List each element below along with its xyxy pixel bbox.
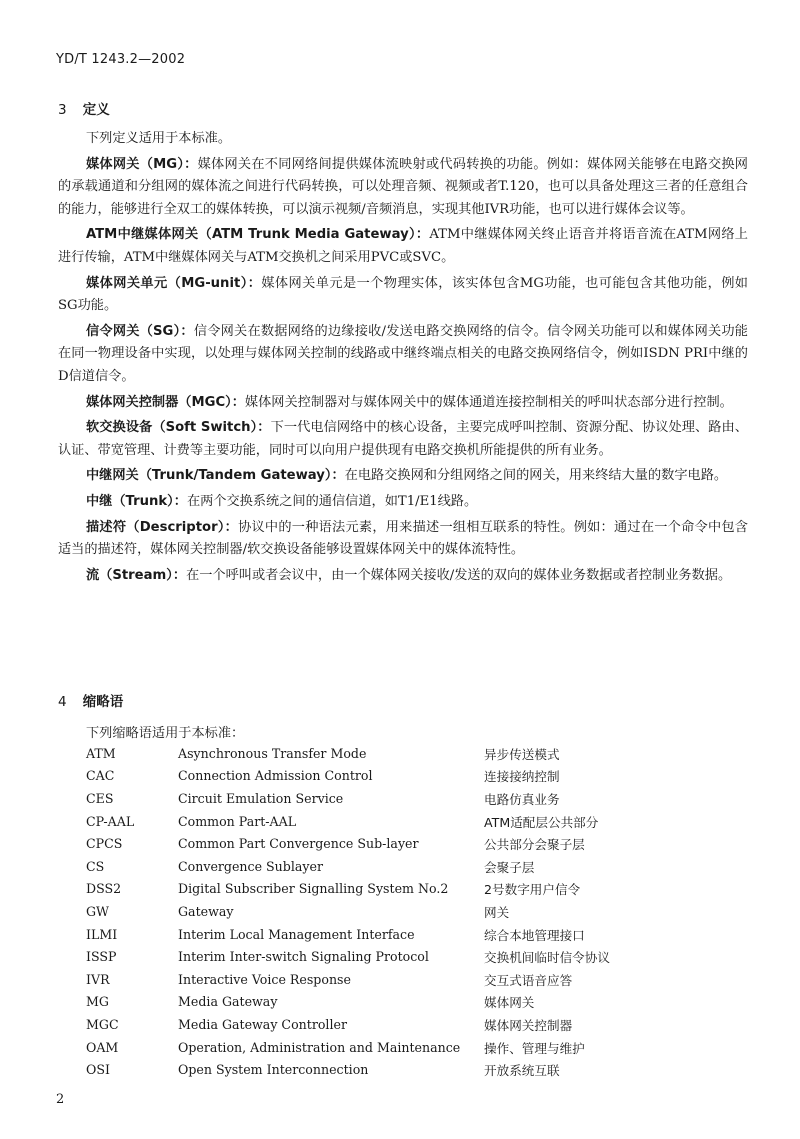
table-row xyxy=(86,968,644,991)
chinese-cell: 电路仿真业务 xyxy=(484,791,560,807)
english-cell: Gateway xyxy=(178,903,234,919)
abbreviations-table xyxy=(86,742,644,1081)
english-cell: Media Gateway Controller xyxy=(178,1016,347,1032)
table-row xyxy=(86,742,644,765)
table-row xyxy=(86,991,644,1014)
chinese-cell: 交互式语音应答 xyxy=(484,972,573,988)
definition-text: ATM中继媒体网关终止语音并将语音流在ATM网络上进行传输，ATM中继媒体网关与ATM交换机之间采用PVC或SVC。 xyxy=(58,227,748,265)
definition-text: 在电路交换网和分组网络之间的网关，用来终结大量的数字电路。 xyxy=(344,468,728,484)
english-cell: Connection Admission Control xyxy=(178,768,373,784)
definition-text: 在两个交换系统之间的通信信道，如T1/E1线路。 xyxy=(186,493,478,509)
table-row xyxy=(86,832,644,855)
english-cell: Interactive Voice Response xyxy=(178,971,351,987)
abbr-cell: GW xyxy=(86,903,110,919)
chinese-cell: ATM适配层公共部分 xyxy=(484,814,599,830)
definition-term: 媒体网关单元（MG-unit）： xyxy=(86,275,262,291)
definition-text: 媒体网关控制器对与媒体网关中的媒体通道连接控制相关的呼叫状态部分进行控制。 xyxy=(244,394,733,410)
abbr-cell: CPCS xyxy=(86,836,123,852)
table-row xyxy=(86,878,644,901)
definition-text: 协议中的一种语法元素，用来描述一组相互联系的特性。例如：通过在一个命令中包含适当的描述符，媒体网关控制器/软交换设备能够设置媒体网关中的媒体流特性。 xyxy=(58,519,748,558)
definition-term: 中继（Trunk）： xyxy=(86,493,187,509)
abbr-cell: MG xyxy=(86,994,109,1010)
english-cell: Common Part Convergence Sub-layer xyxy=(178,836,419,852)
table-row xyxy=(86,810,644,833)
abbr-cell: CES xyxy=(86,790,114,806)
definition-item xyxy=(58,465,748,488)
definition-item xyxy=(58,417,748,462)
section-4-heading xyxy=(58,690,123,710)
abbr-cell: MGC xyxy=(86,1016,119,1032)
english-cell: Digital Subscriber Signalling System No.2 xyxy=(178,881,449,897)
definition-term: 软交换设备（Soft Switch）： xyxy=(86,420,271,436)
abbr-cell: CP-AAL xyxy=(86,813,135,829)
definition-item xyxy=(58,392,748,415)
page-number: 2 xyxy=(56,1092,65,1107)
definition-term: 描述符（Descriptor）： xyxy=(86,519,239,535)
chinese-cell: 会聚子层 xyxy=(484,859,535,875)
chinese-cell: 媒体网关控制器 xyxy=(484,1017,573,1033)
chinese-cell: 开放系统互联 xyxy=(484,1063,560,1079)
section-3-heading xyxy=(58,98,110,118)
table-row xyxy=(86,923,644,946)
definition-item xyxy=(58,565,748,588)
definition-item xyxy=(58,491,748,514)
abbr-cell: CAC xyxy=(86,768,115,784)
chinese-cell: 连接接纳控制 xyxy=(484,769,560,785)
definition-term: 流（Stream）： xyxy=(86,567,187,583)
english-cell: Interim Inter-switch Signaling Protocol xyxy=(178,949,429,965)
definition-term: 中继网关（Trunk/Tandem Gateway）： xyxy=(86,468,345,484)
definition-text: 下一代电信网络中的核心设备，主要完成呼叫控制、资源分配、协议处理、路由、认证、带宽管理、计费等主要功能，同时可以向用户提供现有电路交换机所能提供的所有业务。 xyxy=(58,420,748,458)
table-row xyxy=(86,765,644,788)
chinese-cell: 交换机间临时信令协议 xyxy=(484,950,610,966)
section-3-title: 定义 xyxy=(82,102,110,118)
table-row xyxy=(86,1058,644,1081)
abbr-cell: IVR xyxy=(86,971,110,987)
chinese-cell: 2号数字用户信令 xyxy=(484,882,581,898)
definition-term: 媒体网关控制器（MGC）： xyxy=(86,394,245,410)
abbr-cell: ILMI xyxy=(86,926,118,942)
table-row xyxy=(86,900,644,923)
english-cell: Common Part-AAL xyxy=(178,813,297,829)
english-cell: Media Gateway xyxy=(178,994,278,1010)
abbr-cell: CS xyxy=(86,858,105,874)
definition-text: 信令网关在数据网络的边缘接收/发送电路交换网络的信令。信令网关功能可以和媒体网关功能在同一物理设备中实现，以处理与媒体网关控制的线路或中继终端点相关的电路交换网络信令，例如ISDN PRI中继的D信道信令。 xyxy=(58,323,748,384)
definition-term: 媒体网关（MG）： xyxy=(86,156,198,172)
definition-text: 媒体网关单元是一个物理实体，该实体包含MG功能，也可能包含其他功能，例如SG功能。 xyxy=(58,275,748,314)
english-cell: Operation, Administration and Maintenance xyxy=(178,1039,461,1055)
section-4-title: 缩略语 xyxy=(82,694,124,710)
definition-text: 媒体网关在不同网络间提供媒体流映射或代码转换的功能。例如：媒体网关能够在电路交换网的承载通道和分组网的媒体流之间进行代码转换，可以处理音频、视频或者T.120，也可以具备处理这三者的任意组合的能力，能够进行全双工的媒体转换，可以演示视频/音频消息，实现其他IVR功能，也可以进行媒体会议等。 xyxy=(58,156,748,217)
english-cell: Interim Local Management Interface xyxy=(178,926,415,942)
abbr-cell: ATM xyxy=(86,745,116,761)
section-3-number: 3 xyxy=(58,102,67,118)
chinese-cell: 公共部分会聚子层 xyxy=(484,837,585,853)
definition-item xyxy=(58,273,748,318)
standard-code-header: YD/T 1243.2—2002 xyxy=(56,52,186,67)
table-row xyxy=(86,855,644,878)
chinese-cell: 网关 xyxy=(484,904,510,920)
table-row xyxy=(86,945,644,968)
chinese-cell: 媒体网关 xyxy=(484,995,535,1011)
english-cell: Open System Interconnection xyxy=(178,1062,369,1078)
table-row xyxy=(86,1036,644,1059)
abbr-cell: DSS2 xyxy=(86,881,122,897)
definitions-body xyxy=(58,128,748,590)
english-cell: Asynchronous Transfer Mode xyxy=(178,745,367,761)
table-row xyxy=(86,1013,644,1036)
definition-term: 信令网关（SG）： xyxy=(86,323,194,339)
abbreviations-intro: 下列缩略语适用于本标准： xyxy=(86,726,245,741)
section-4-number: 4 xyxy=(58,694,67,710)
english-cell: Convergence Sublayer xyxy=(178,858,323,874)
english-cell: Circuit Emulation Service xyxy=(178,790,344,806)
abbr-cell: ISSP xyxy=(86,949,117,965)
table-row xyxy=(86,787,644,810)
chinese-cell: 异步传送模式 xyxy=(484,746,560,762)
abbr-cell: OSI xyxy=(86,1062,110,1078)
definition-text: 在一个呼叫或者会议中，由一个媒体网关接收/发送的双向的媒体业务数据或者控制业务数据。 xyxy=(186,567,732,583)
definition-item xyxy=(58,224,748,269)
definition-item xyxy=(58,517,748,562)
chinese-cell: 综合本地管理接口 xyxy=(484,927,585,943)
definitions-intro: 下列定义适用于本标准。 xyxy=(86,131,232,146)
definition-item xyxy=(58,321,748,389)
definition-term: ATM中继媒体网关（ATM Trunk Media Gateway）： xyxy=(86,227,430,243)
definition-item xyxy=(58,154,748,222)
abbr-cell: OAM xyxy=(86,1039,119,1055)
chinese-cell: 操作、管理与维护 xyxy=(484,1040,585,1056)
